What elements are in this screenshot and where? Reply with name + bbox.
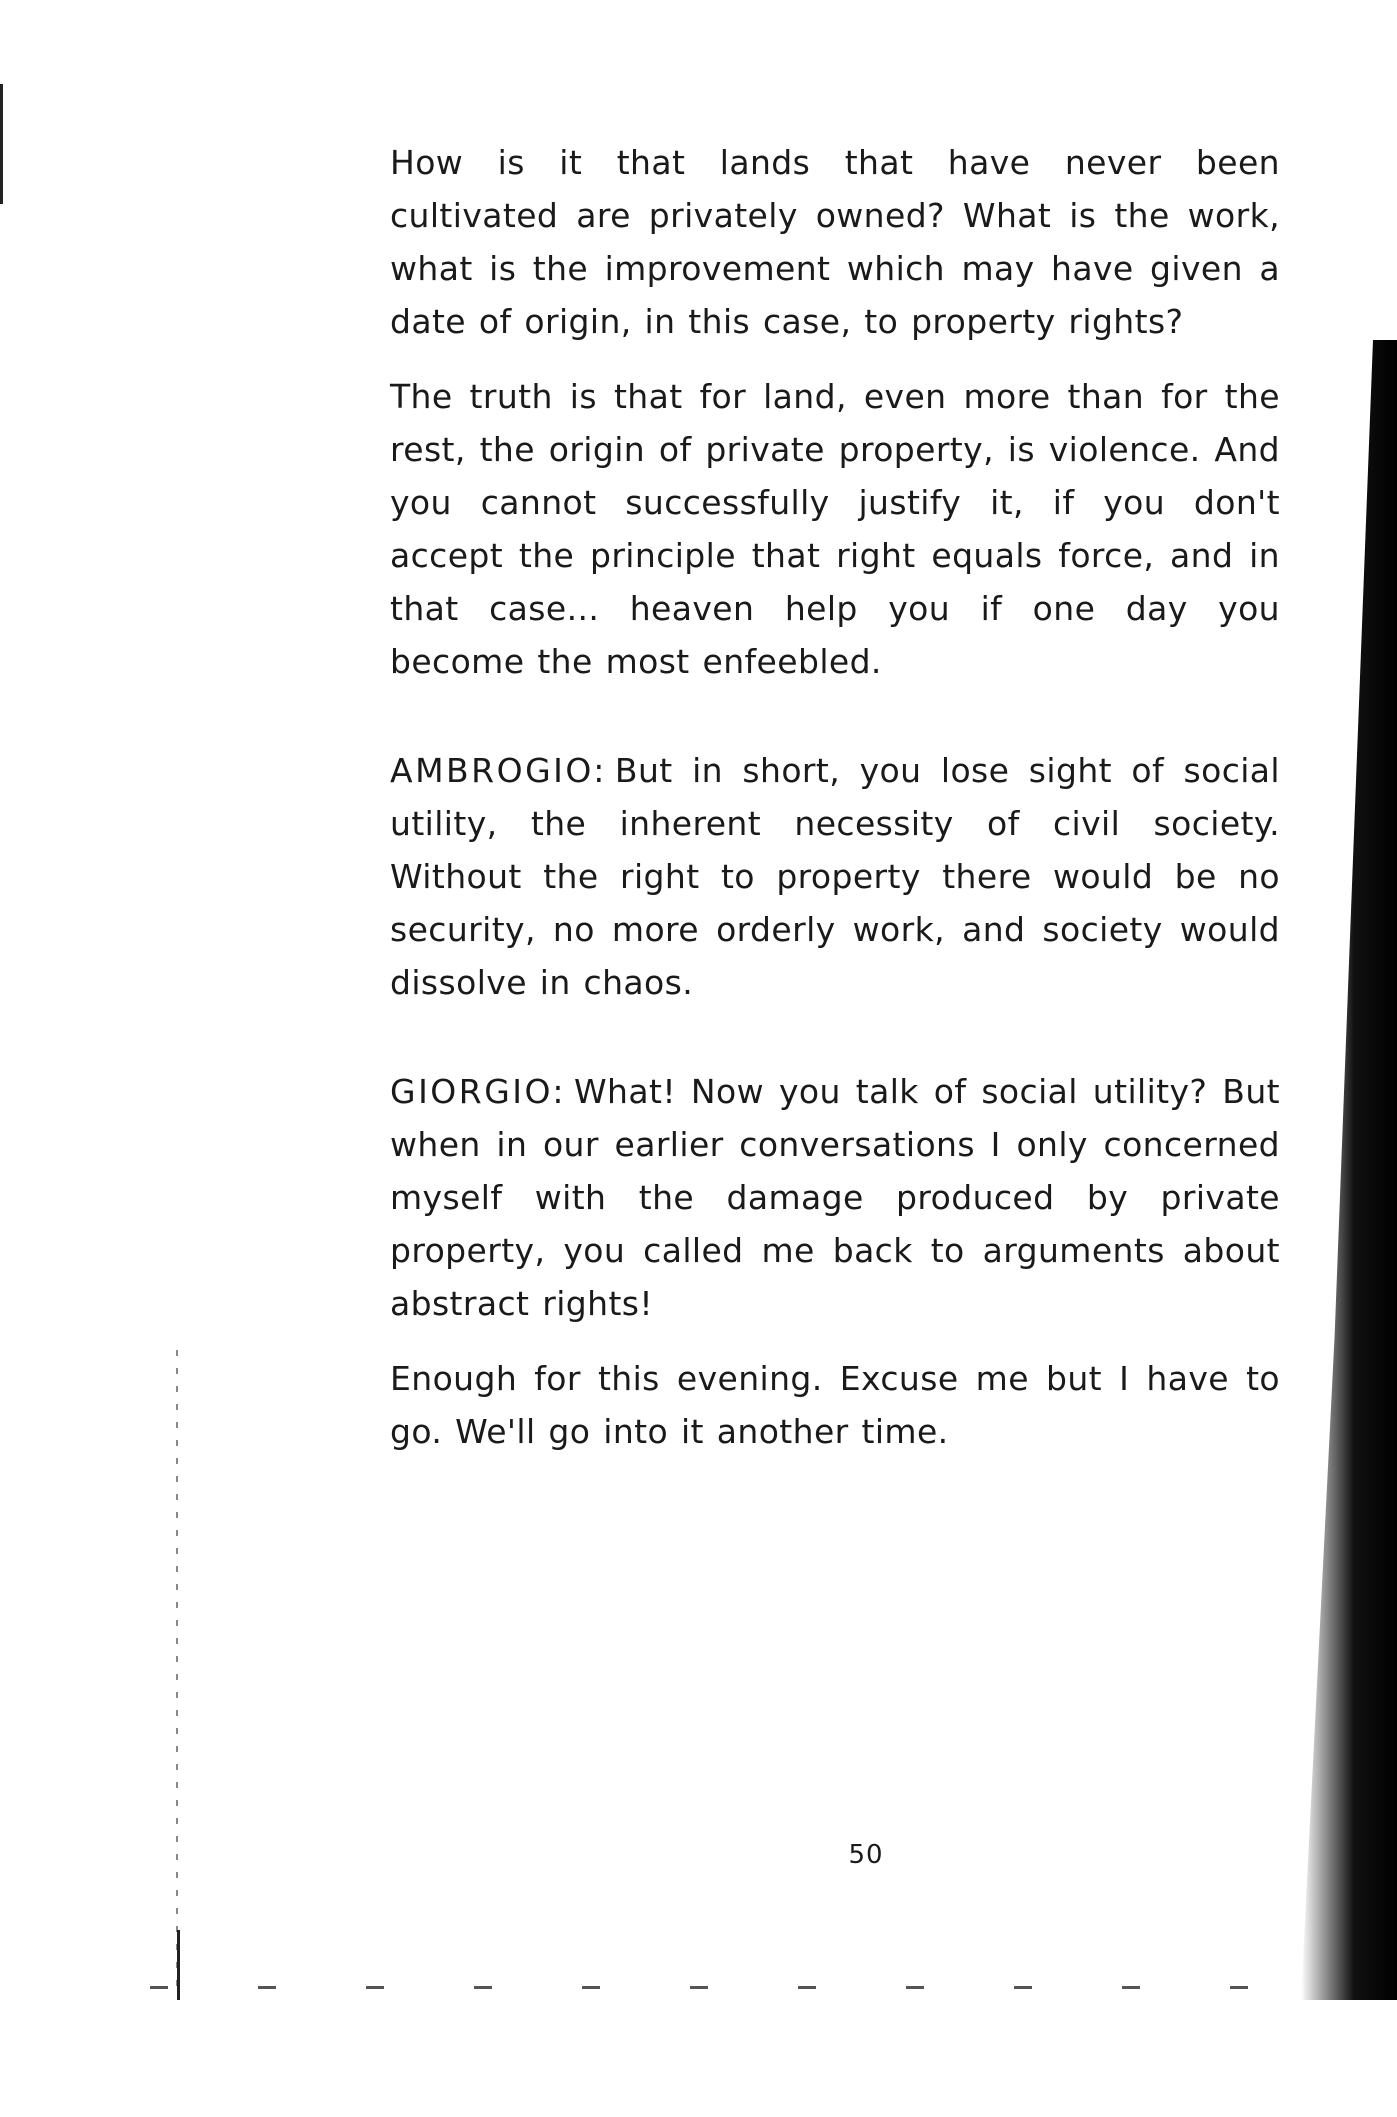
scan-gutter-mark [176, 1350, 178, 1990]
page-number: 50 [848, 1840, 884, 1870]
paragraph-2 [390, 370, 1280, 688]
paragraph-1 [390, 136, 1280, 348]
paragraph-4 [390, 1065, 1280, 1330]
speaker-name: AMBROGIO: [390, 751, 607, 790]
paragraph-text: How is it that lands that have never been cultivated are privately owned? What is the work, what is the improvement which may have given a date of origin, in this case, to property rights? [390, 143, 1280, 341]
scan-edge-mark [0, 84, 3, 204]
crop-dash-line [150, 1986, 1290, 1989]
paragraph-text: But in short, you lose sight of social utility, the inherent necessity of civil society. Without the right to property there would be no security, no more orderly work, and society would dissolve in chaos. [390, 751, 1280, 1002]
paragraph-5 [390, 1352, 1280, 1458]
paragraph-3 [390, 744, 1280, 1009]
scan-gutter-mark-bottom [177, 1930, 180, 2000]
paragraph-text: What! Now you talk of social utility? But when in our earlier conversations I only concerned myself with the damage produced by private property, you called me back to arguments about abstract rights! [390, 1072, 1280, 1323]
paragraph-text: The truth is that for land, even more than for the rest, the origin of private property, is violence. And you cannot successfully justify it, if you don't accept the principle that right equals force, and in that case... heaven help you if one day you become the most enfeebled. [390, 377, 1280, 681]
paragraph-text: Enough for this evening. Excuse me but I have to go. We'll go into it another time. [390, 1359, 1280, 1451]
speaker-name: GIORGIO: [390, 1072, 567, 1111]
binding-shadow [1301, 340, 1397, 2000]
body-text [390, 136, 1280, 1480]
